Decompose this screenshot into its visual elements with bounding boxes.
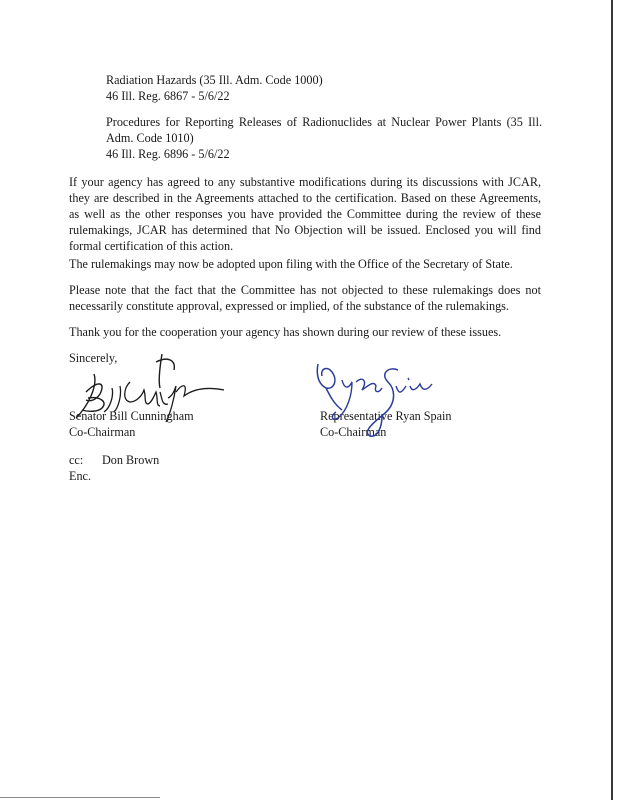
agreements-line-1: If your agency has agreed to any substantive modifications during its discussions with JCAR, xyxy=(69,175,541,189)
cc-label: cc: xyxy=(69,453,84,467)
signer-2-title: Co-Chairman xyxy=(320,425,387,439)
rule-1-citation: 46 Ill. Reg. 6867 - 5/6/22 xyxy=(106,89,230,103)
agreements-line-5: formal certification of this action. xyxy=(69,239,234,253)
rule-1 xyxy=(106,72,323,104)
enclosure-note: Enc. xyxy=(69,469,91,483)
note-line-1: Please note that the fact that the Committee has not objected to these rulemakings does not xyxy=(69,283,541,297)
note-line-2: necessarily constitute approval, expressed or implied, of the substance of the rulemakings. xyxy=(69,299,509,313)
agreements-line-4: rulemakings, JCAR has determined that No Objection will be issued. Enclosed you will find xyxy=(69,223,541,237)
signature-ryan-spain xyxy=(312,360,452,440)
adoption-paragraph xyxy=(69,256,541,272)
signer-1-name: Senator Bill Cunningham xyxy=(69,409,194,423)
adoption-text: The rulemakings may now be adopted upon filing with the Office of the Secretary of State. xyxy=(69,257,513,271)
agreements-line-2: they are described in the Agreements attached to the certification. Based on these Agreements, xyxy=(69,191,541,205)
signer-1-title: Co-Chairman xyxy=(69,425,136,439)
scan-edge-line xyxy=(611,0,613,800)
cc-block xyxy=(69,452,160,468)
rule-2-title-line-2: Adm. Code 1010) xyxy=(106,131,194,145)
agreements-line-3: as well as the other responses you have provided the Committee during the review of these xyxy=(69,207,541,221)
agreements-paragraph xyxy=(69,174,541,254)
scan-bottom-line xyxy=(0,797,160,798)
cc-name: Don Brown xyxy=(102,453,160,467)
rule-2 xyxy=(106,114,542,162)
signature-1-stroke xyxy=(76,374,104,418)
signature-bill-cunningham xyxy=(64,352,234,424)
thanks-paragraph xyxy=(69,324,541,340)
note-paragraph xyxy=(69,282,541,314)
signature-2-stroke xyxy=(317,364,342,410)
rule-1-title: Radiation Hazards (35 Ill. Adm. Code 1000) xyxy=(106,73,323,87)
closing: Sincerely, xyxy=(69,351,118,365)
rule-2-citation: 46 Ill. Reg. 6896 - 5/6/22 xyxy=(106,147,230,161)
thanks-text: Thank you for the cooperation your agency has shown during our review of these issues. xyxy=(69,325,502,339)
signer-2-name: Representative Ryan Spain xyxy=(320,409,452,423)
rule-2-title-line-1: Procedures for Reporting Releases of Radionuclides at Nuclear Power Plants (35 Ill. xyxy=(106,115,542,129)
